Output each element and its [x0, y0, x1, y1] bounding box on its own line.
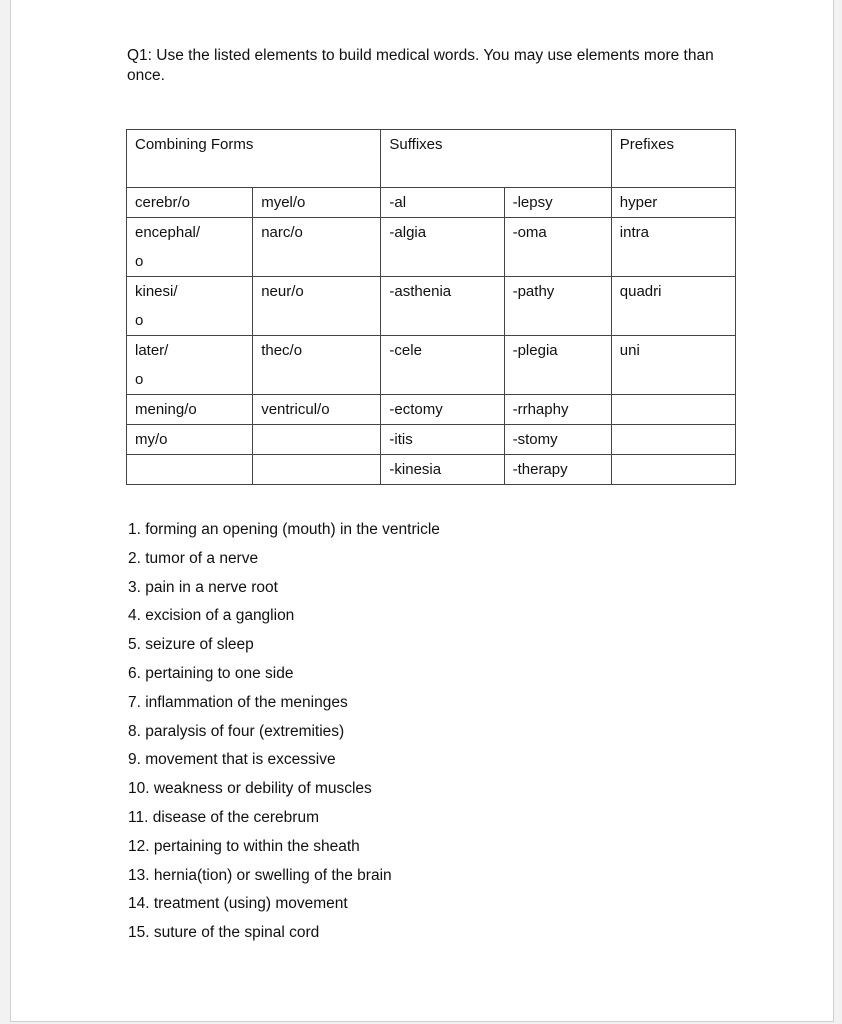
table-cell: -asthenia	[381, 277, 504, 336]
list-item: 5. seizure of sleep	[128, 636, 254, 654]
table-cell: -therapy	[504, 455, 611, 485]
list-item: 14. treatment (using) movement	[128, 895, 348, 913]
table-cell	[253, 455, 381, 485]
header-suffixes: Suffixes	[381, 130, 611, 188]
list-item: 3. pain in a nerve root	[128, 578, 278, 596]
table-row	[127, 277, 736, 336]
table-cell: -rrhaphy	[504, 395, 611, 425]
table-cell: mening/o	[127, 395, 253, 425]
table-cell: -pathy	[504, 277, 611, 336]
table-cell: quadri	[611, 277, 735, 336]
table-row	[127, 188, 736, 218]
list-item: 12. pertaining to within the sheath	[128, 837, 360, 855]
list-item: 10. weakness or debility of muscles	[128, 780, 372, 798]
exercise-list	[128, 516, 440, 948]
list-item: 6. pertaining to one side	[128, 664, 294, 682]
table-cell: -ectomy	[381, 395, 504, 425]
table-cell: -algia	[381, 218, 504, 277]
table-row	[127, 336, 736, 395]
table-row	[127, 425, 736, 455]
header-prefixes: Prefixes	[611, 130, 735, 188]
list-item: 7. inflammation of the meninges	[128, 693, 348, 711]
table-cell: thec/o	[253, 336, 381, 395]
table-cell	[611, 395, 735, 425]
table-cell: -lepsy	[504, 188, 611, 218]
table-row	[127, 455, 736, 485]
question-text: Q1: Use the listed elements to build medical words. You may use elements more than once.	[127, 47, 714, 84]
table-cell: my/o	[127, 425, 253, 455]
list-item: 11. disease of the cerebrum	[128, 808, 319, 826]
table-cell: kinesi/ o	[127, 277, 253, 336]
table-cell: -al	[381, 188, 504, 218]
list-item: 9. movement that is excessive	[128, 751, 336, 769]
list-item: 1. forming an opening (mouth) in the ventricle	[128, 521, 440, 538]
table-cell: later/ o	[127, 336, 253, 395]
list-item: 2. tumor of a nerve	[128, 549, 259, 567]
table-cell: -kinesia	[381, 455, 504, 485]
list-item: 15. suture of the spinal cord	[128, 924, 320, 942]
document-page	[10, 0, 834, 1022]
header-combining-forms: Combining Forms	[127, 130, 381, 188]
table-row	[127, 395, 736, 425]
table-cell: -plegia	[504, 336, 611, 395]
table-row	[127, 218, 736, 277]
table-cell: intra	[611, 218, 735, 277]
table-cell: -oma	[504, 218, 611, 277]
table-cell: hyper	[611, 188, 735, 218]
table-header-row	[127, 130, 736, 188]
table-cell	[611, 455, 735, 485]
table-cell	[253, 425, 381, 455]
table-cell: -cele	[381, 336, 504, 395]
list-item: 13. hernia(tion) or swelling of the brain	[128, 866, 392, 884]
table-cell: neur/o	[253, 277, 381, 336]
list-item: 4. excision of a ganglion	[128, 607, 295, 625]
word-elements-table	[126, 129, 736, 485]
list-item: 8. paralysis of four (extremities)	[128, 722, 345, 740]
table-cell: ventricul/o	[253, 395, 381, 425]
table-cell: encephal/ o	[127, 218, 253, 277]
table-cell: cerebr/o	[127, 188, 253, 218]
table-cell	[127, 455, 253, 485]
table-cell	[611, 425, 735, 455]
table-cell: narc/o	[253, 218, 381, 277]
table-cell: uni	[611, 336, 735, 395]
table-cell: -stomy	[504, 425, 611, 455]
table-cell: myel/o	[253, 188, 381, 218]
table-cell: -itis	[381, 425, 504, 455]
